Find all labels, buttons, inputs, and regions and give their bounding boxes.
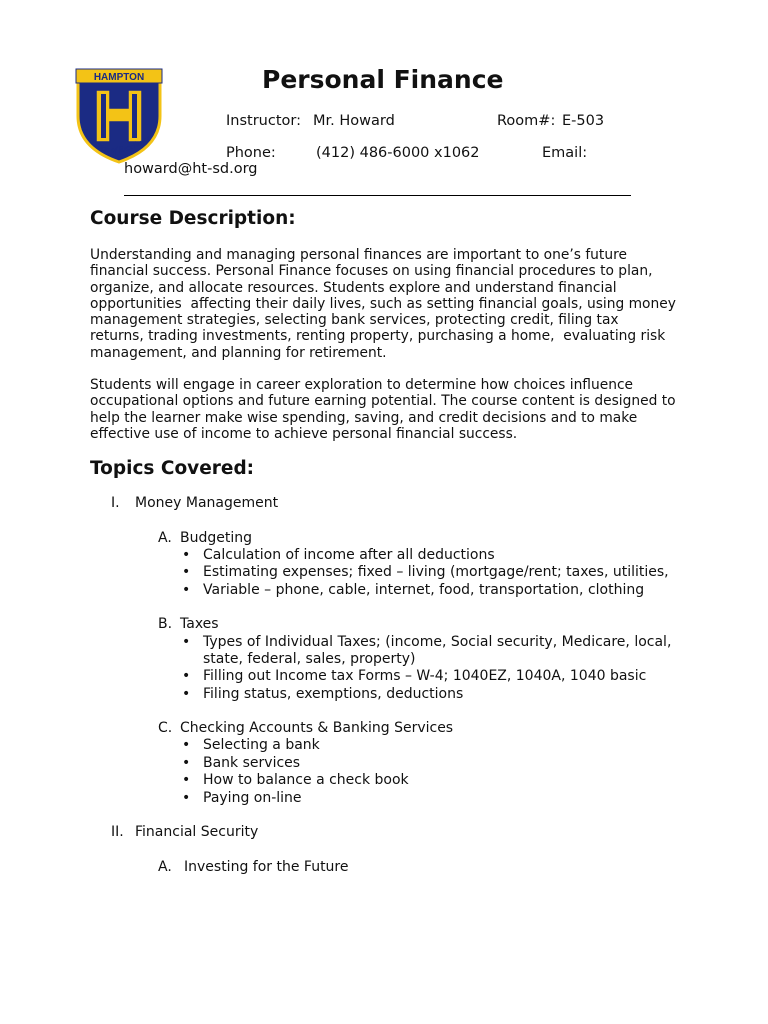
list-item: Estimating expenses; fixed – living (mortgage/rent; taxes, utilities, bbox=[203, 564, 669, 580]
phone-label: Phone: bbox=[226, 145, 276, 161]
school-crest-logo bbox=[74, 66, 170, 174]
paragraph-line: opportunities affecting their daily lives, such as setting financial goals, using money bbox=[90, 295, 676, 312]
subsection-investing-label: Investing for the Future bbox=[184, 859, 349, 875]
bullet-icon: • bbox=[182, 772, 191, 788]
section-2-label: Financial Security bbox=[135, 824, 259, 840]
course-description-paragraph-1 bbox=[90, 247, 690, 361]
list-item: Selecting a bank bbox=[203, 737, 320, 753]
phone-value: (412) 486-6000 x1062 bbox=[316, 145, 480, 161]
paragraph-line: help the learner make wise spending, saving, and credit decisions and to make bbox=[90, 409, 638, 426]
paragraph-line: effective use of income to achieve personal financial success. bbox=[90, 425, 518, 442]
list-item: Paying on-line bbox=[203, 790, 302, 806]
paragraph-line: occupational options and future earning potential. The course content is designed to bbox=[90, 393, 676, 410]
list-item-continuation: state, federal, sales, property) bbox=[203, 651, 416, 667]
bullet-icon: • bbox=[182, 547, 191, 563]
section-1-label: Money Management bbox=[135, 495, 279, 511]
bullet-icon: • bbox=[182, 790, 191, 806]
list-item: Types of Individual Taxes; (income, Social security, Medicare, local, bbox=[203, 634, 672, 650]
subsection-c-letter: C. bbox=[158, 720, 173, 736]
paragraph-line: management, and planning for retirement. bbox=[90, 344, 387, 361]
subsection-budgeting-label: Budgeting bbox=[180, 530, 253, 546]
paragraph-line: organize, and allocate resources. Students explore and understand financial bbox=[90, 279, 617, 296]
page-title: Personal Finance bbox=[262, 65, 504, 94]
list-item: Bank services bbox=[203, 755, 301, 771]
topics-covered-heading: Topics Covered: bbox=[90, 458, 255, 479]
bullet-icon: • bbox=[182, 737, 191, 753]
instructor-name: Mr. Howard bbox=[313, 113, 395, 129]
subsection-taxes-label: Taxes bbox=[180, 616, 219, 632]
section-2-numeral: II. bbox=[111, 824, 124, 840]
paragraph-line: Understanding and managing personal finances are important to one’s future bbox=[90, 247, 627, 263]
subsection-a-letter: A. bbox=[158, 530, 172, 546]
bullet-icon: • bbox=[182, 755, 191, 771]
logo-motto-text: A Tradition of Excellence bbox=[80, 126, 153, 155]
paragraph-line: Students will engage in career exploration to determine how choices influence bbox=[90, 377, 634, 393]
list-item: Calculation of income after all deductions bbox=[203, 547, 495, 563]
list-item: Variable – phone, cable, internet, food, transportation, clothing bbox=[203, 582, 645, 598]
logo-banner-text: HAMPTON bbox=[93, 72, 145, 83]
email-value: howard@ht-sd.org bbox=[124, 161, 258, 177]
paragraph-line: financial success. Personal Finance focuses on using financial procedures to plan, bbox=[90, 263, 653, 280]
paragraph-line: management strategies, selecting bank services, protecting credit, filing tax bbox=[90, 312, 619, 329]
bullet-icon: • bbox=[182, 582, 191, 598]
course-description-paragraph-2 bbox=[90, 377, 690, 442]
list-item: Filling out Income tax Forms – W-4; 1040EZ, 1040A, 1040 basic bbox=[203, 668, 647, 684]
bullet-icon: • bbox=[182, 564, 191, 580]
bullet-icon: • bbox=[182, 634, 191, 650]
bullet-icon: • bbox=[182, 686, 191, 702]
room-label: Room#: bbox=[497, 113, 556, 129]
subsection-checking-label: Checking Accounts & Banking Services bbox=[180, 720, 454, 736]
instructor-label: Instructor: bbox=[226, 113, 301, 129]
room-value: E-503 bbox=[562, 113, 605, 129]
subsection-a-letter: A. bbox=[158, 859, 172, 875]
header-divider bbox=[124, 195, 631, 196]
email-label: Email: bbox=[542, 145, 588, 161]
course-description-heading: Course Description: bbox=[90, 208, 296, 229]
bullet-icon: • bbox=[182, 668, 191, 684]
subsection-b-letter: B. bbox=[158, 616, 173, 632]
list-item: Filing status, exemptions, deductions bbox=[203, 686, 464, 702]
list-item: How to balance a check book bbox=[203, 772, 409, 788]
paragraph-line: returns, trading investments, renting property, purchasing a home, evaluating risk bbox=[90, 328, 666, 345]
section-1-numeral: I. bbox=[111, 495, 120, 511]
